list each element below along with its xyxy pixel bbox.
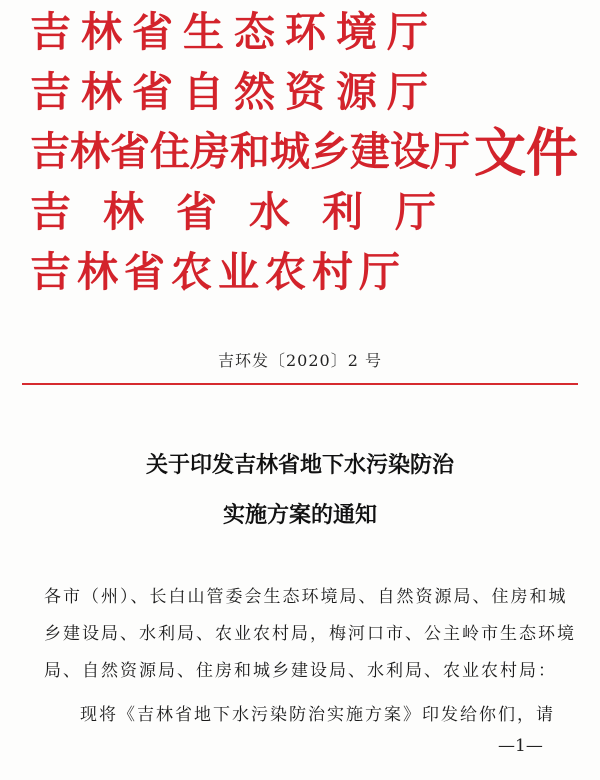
agency-housing-urban-rural: 吉林省住房和城乡建设厅	[30, 128, 470, 175]
body-line-1: 各市（州）、长白山管委会生态环境局、自然资源局、住房和城	[44, 587, 568, 607]
agency-natural-resources: 吉林省自然资源厅	[30, 68, 438, 116]
document-number: 吉环发〔2020〕2 号	[218, 351, 382, 370]
body-line-3: 局、自然资源局、住房和城乡建设局、水利局、农业农村局：	[44, 661, 557, 681]
body-line-4: 现将《吉林省地下水污染防治实施方案》印发给你们，请	[80, 705, 555, 725]
agency-agriculture-rural: 吉林省农业农村厅	[30, 248, 406, 296]
notice-title-line-2: 实施方案的通知	[222, 502, 377, 528]
agency-ecology-environment: 吉林省生态环境厅	[30, 8, 438, 56]
body-line-2: 乡建设局、水利局、农业农村局，梅河口市、公主岭市生态环境	[44, 624, 576, 644]
notice-title-line-1: 关于印发吉林省地下水污染防治	[145, 452, 454, 478]
agency-water-resources: 吉林省水利厅	[30, 188, 468, 236]
red-separator-line	[22, 383, 578, 385]
page-number: —1—	[498, 736, 543, 756]
document-label: 文件	[474, 123, 579, 184]
